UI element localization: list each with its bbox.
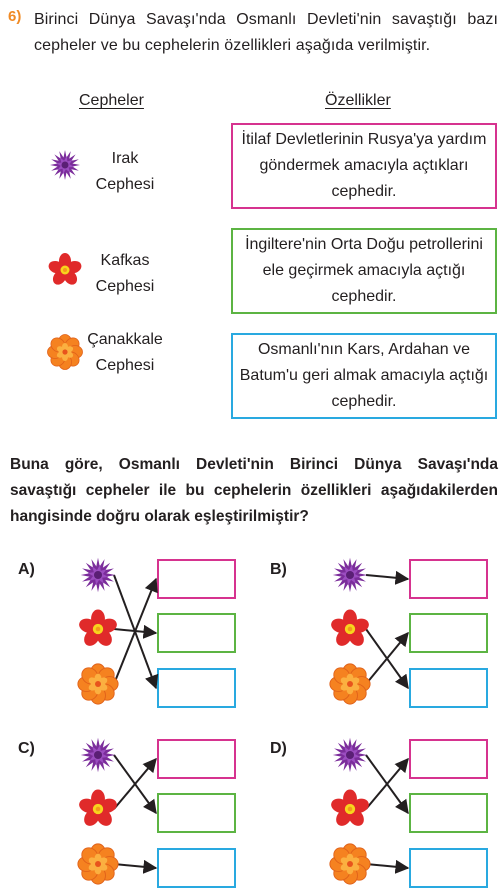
- option-a-blue-box: [158, 669, 235, 707]
- option-d-arrow: [366, 864, 408, 868]
- front-irak-line2: Cephesi: [95, 176, 155, 193]
- option-c-red-flower-icon: [77, 789, 118, 828]
- option-b-red-flower-icon: [329, 609, 370, 648]
- option-c-label[interactable]: C): [18, 740, 35, 757]
- option-d-blue-box: [410, 849, 487, 887]
- option-a-label[interactable]: A): [18, 561, 35, 578]
- option-c-purple-flower-icon: [81, 738, 116, 773]
- option-d-pink-box: [410, 740, 487, 778]
- front-kafkas-line1: Kafkas: [100, 252, 150, 269]
- option-d-red-flower-icon: [329, 789, 370, 828]
- option-d-purple-flower-icon: [333, 738, 368, 773]
- option-c-orange-flower-icon: [78, 844, 118, 884]
- option-a-purple-flower-icon: [81, 558, 116, 593]
- option-d-green-box: [410, 794, 487, 832]
- feature-box-green: İngiltere'nin Orta Doğu petrollerini ele geçirmek amacıyla açtığı cephedir.: [231, 228, 497, 314]
- option-c-arrow: [114, 864, 156, 868]
- option-d-label[interactable]: D): [270, 740, 287, 757]
- question-number: 6): [8, 8, 22, 25]
- option-a-orange-flower-icon: [78, 664, 118, 704]
- option-b-arrow: [366, 575, 408, 579]
- option-b-green-box: [410, 614, 487, 652]
- option-a-green-box: [158, 614, 235, 652]
- option-b-label[interactable]: B): [270, 561, 287, 578]
- option-b-purple-flower-icon: [333, 558, 368, 593]
- header-fronts: Cepheler: [79, 92, 144, 109]
- option-c-blue-box: [158, 849, 235, 887]
- option-b-pink-box: [410, 560, 487, 598]
- option-b-group[interactable]: [329, 558, 487, 707]
- feature-box-pink: İtilaf Devletlerinin Rusya'ya yardım göndermek amacıyla açtıkları cephedir.: [231, 123, 497, 209]
- option-a-pink-box: [158, 560, 235, 598]
- feature-box-blue: Osmanlı'nın Kars, Ardahan ve Batum'u geri almak amacıyla açtığı cephedir.: [231, 333, 497, 419]
- header-features: Özellikler: [325, 92, 391, 109]
- question-prompt: Buna göre, Osmanlı Devleti'nin Birinci Dünya Savaşı'nda savaştığı cepheler ile bu cephelerin özellikleri aşağıdakilerden hangisinde doğru olarak eşleştirilmiştir?: [10, 456, 498, 525]
- option-b-arrow: [366, 633, 408, 684]
- front-canakkale-line2: Cephesi: [95, 357, 155, 374]
- option-c-pink-box: [158, 740, 235, 778]
- option-b-blue-box: [410, 669, 487, 707]
- option-b-orange-flower-icon: [330, 664, 370, 704]
- option-a-group[interactable]: [77, 558, 235, 707]
- question-intro: Birinci Dünya Savaşı'nda Osmanlı Devleti'nin savaştığı bazı cepheler ve bu cephelerin özellikleri aşağıda verilmiştir.: [34, 11, 498, 54]
- option-c-arrow: [114, 759, 156, 809]
- option-d-orange-flower-icon: [330, 844, 370, 884]
- option-a-red-flower-icon: [77, 609, 118, 648]
- front-canakkale-line1: Çanakkale: [87, 331, 163, 348]
- front-kafkas-line2: Cephesi: [95, 278, 155, 295]
- front-irak-line1: Irak: [111, 150, 139, 167]
- option-c-group[interactable]: [77, 738, 235, 887]
- option-d-group[interactable]: [329, 738, 487, 887]
- option-d-arrow: [366, 759, 408, 809]
- option-c-green-box: [158, 794, 235, 832]
